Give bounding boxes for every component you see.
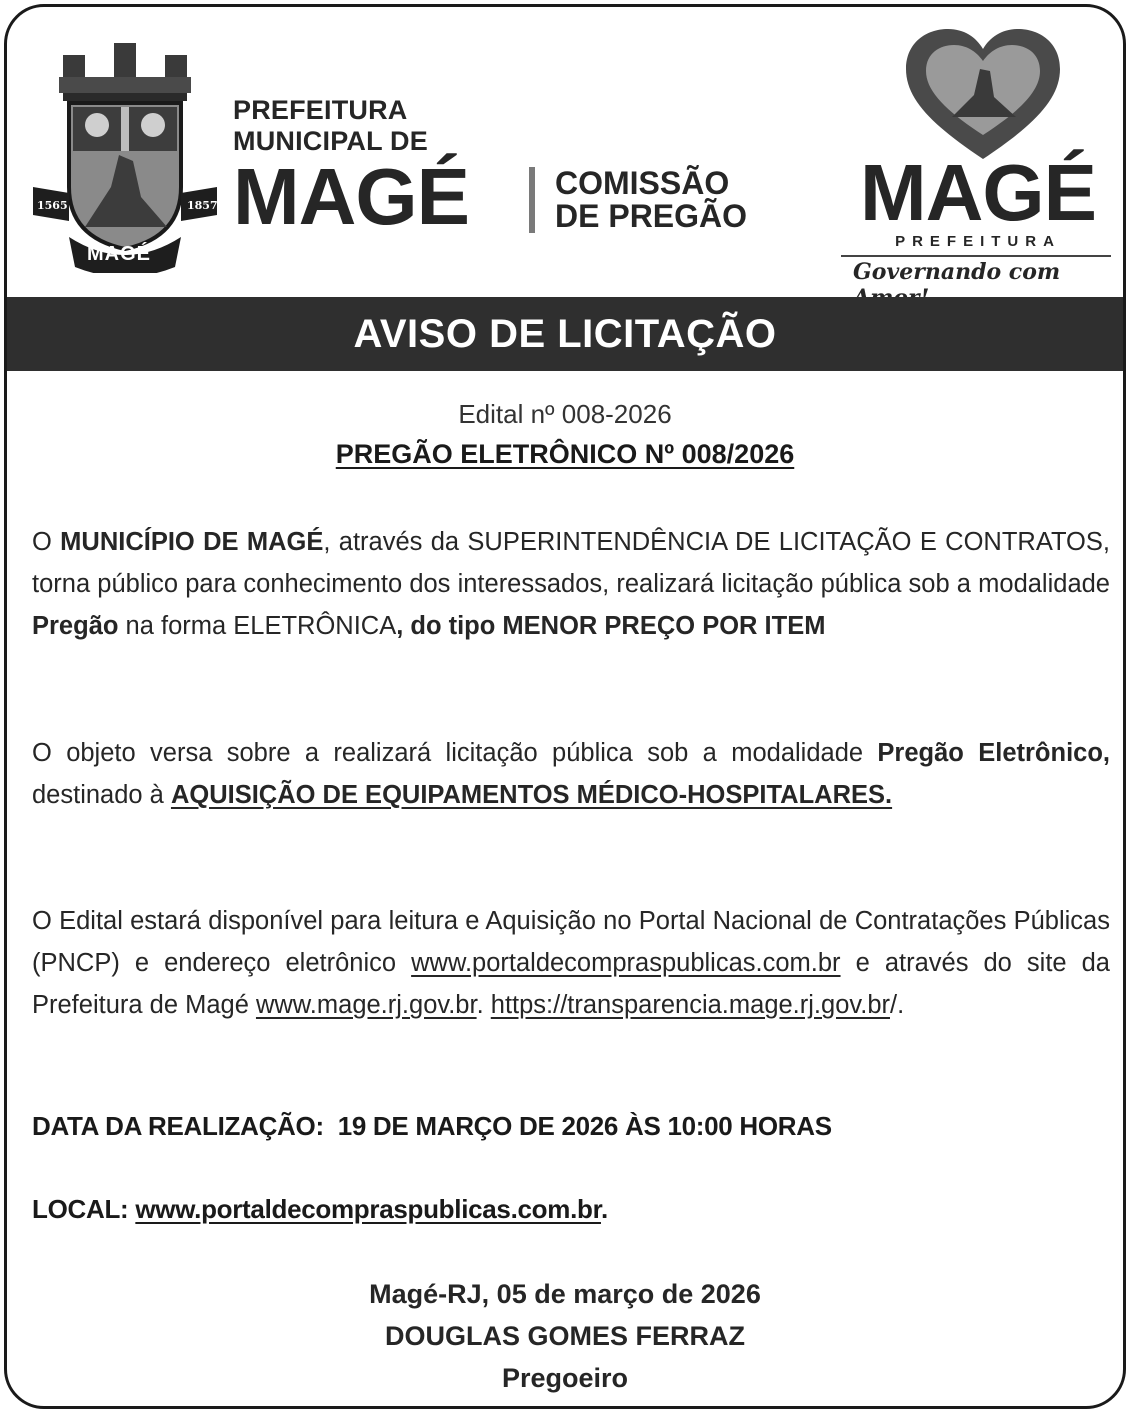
comissao-line-2: DE PREGÃO	[555, 198, 748, 234]
logo-divider	[841, 255, 1111, 257]
heart-logo-icon	[902, 25, 1064, 163]
p1-bold-tipo: , do tipo MENOR PREÇO POR ITEM	[396, 612, 826, 640]
signature-name: DOUGLAS GOMES FERRAZ	[384, 1321, 745, 1351]
p1-bold-pregao: Pregão	[32, 612, 119, 640]
banner-title: AVISO DE LICITAÇÃO	[353, 311, 777, 356]
pregao-title-text: PREGÃO ELETRÔNICO Nº 008/2026	[335, 439, 795, 469]
link-portal-compras[interactable]: www.portaldecompraspublicas.com.br	[411, 949, 841, 977]
p3-text-3: .	[476, 991, 491, 1019]
comissao-line-1: COMISSÃO	[555, 165, 730, 201]
signature-place-date: Magé-RJ, 05 de março de 2026	[369, 1279, 761, 1309]
local-link[interactable]: www.portaldecompraspublicas.com.br	[135, 1194, 601, 1224]
paragraph-availability	[32, 900, 1110, 1026]
p1-text-1: O	[32, 528, 61, 556]
paragraph-announcement	[32, 521, 1110, 647]
data-realizacao	[32, 1111, 832, 1142]
logo-slogan: Governando com	[853, 259, 1061, 285]
local-label: LOCAL:	[32, 1194, 129, 1224]
local-suffix: .	[600, 1194, 608, 1224]
edital-number: Edital nº 008-2026	[458, 399, 672, 429]
local	[32, 1194, 608, 1225]
p3-text-4: /.	[890, 991, 905, 1019]
p2-text-1: O objeto versa sobre a realizará licitação pública sob a modalidade	[32, 739, 878, 767]
coat-of-arms-icon	[29, 37, 221, 273]
crest-year-left: 1565	[37, 199, 68, 212]
notice-banner	[7, 297, 1123, 371]
signature-role: Pregoeiro	[501, 1363, 629, 1393]
p1-bold-municipio: MUNICÍPIO DE MAGÉ	[60, 528, 324, 556]
prefeitura-heading	[233, 95, 428, 157]
logo-subtitle: PREFEITURA	[895, 233, 1061, 250]
header-separator	[529, 167, 535, 233]
notice-frame	[4, 4, 1126, 1409]
data-realizacao-label: DATA DA REALIZAÇÃO:	[32, 1111, 324, 1141]
p1-text-3: na forma ELETRÔNICA	[118, 612, 397, 640]
p1-text-2: , através da SUPERINTENDÊNCIA DE LICITAÇÃO E CONTRATOS, torna público para conhecimento dos interessados, realizará licitação pública sob a modalidade	[32, 528, 1110, 598]
pregao-title	[7, 439, 1123, 470]
p2-object-title: AQUISIÇÃO DE EQUIPAMENTOS MÉDICO-HOSPITALARES.	[170, 781, 893, 809]
p2-bold-pregao: Pregão Eletrônico,	[877, 739, 1110, 767]
p2-text-2: destinado à	[32, 781, 171, 809]
data-realizacao-value: 19 DE MARÇO DE 2026 ÀS 10:00 HORAS	[337, 1111, 832, 1141]
prefeitura-line-2: MUNICIPAL DE	[233, 126, 428, 156]
prefeitura-line-1: PREFEITURA	[233, 95, 408, 125]
link-transparencia[interactable]: https://transparencia.mage.rj.gov.br	[490, 991, 890, 1019]
logo-title: MAGÉ	[860, 148, 1096, 237]
link-prefeitura-site[interactable]: www.mage.rj.gov.br	[255, 991, 477, 1019]
crest-year-right: 1857	[187, 199, 218, 212]
paragraph-object	[32, 732, 1110, 816]
p3-text-1: O Edital estará disponível para leitura e Aquisição no Portal Nacional de Contratações Públicas (PNCP) e endereço eletrônico	[32, 907, 1110, 977]
crest-ribbon-text: MAGÉ	[87, 243, 151, 265]
mage-wordmark: MAGÉ	[233, 152, 469, 241]
comissao-heading	[555, 167, 747, 233]
p3-text-2: e através do site da Prefeitura de Magé	[32, 949, 1110, 1019]
